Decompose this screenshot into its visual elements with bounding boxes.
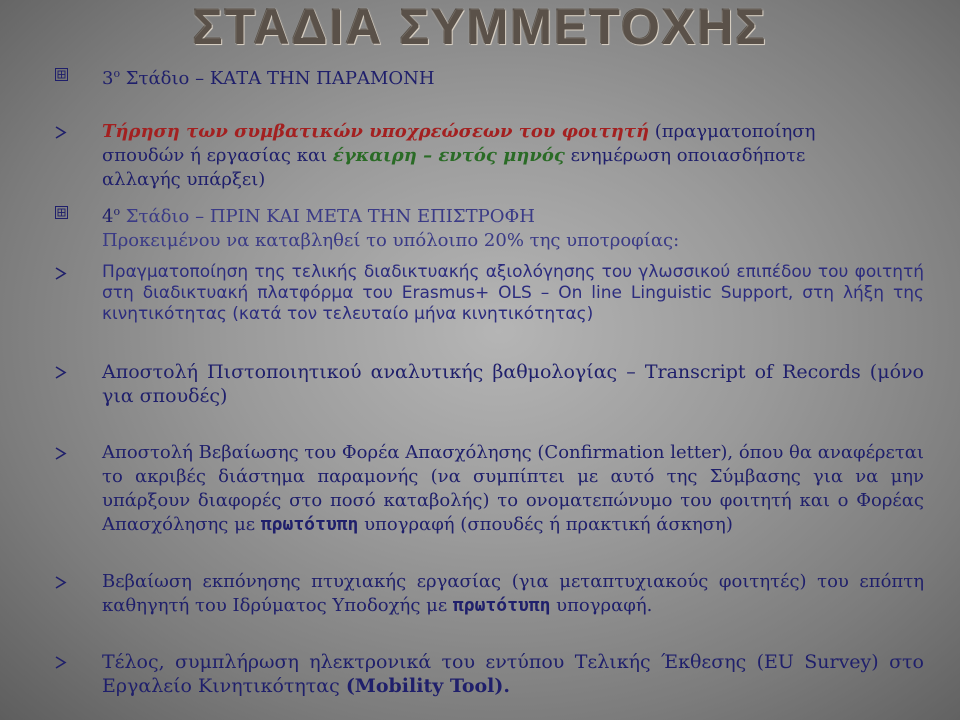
stage-3-number: 3 bbox=[102, 68, 114, 89]
thesis-text-b: υπογραφή. bbox=[550, 595, 653, 616]
confirmation-text bbox=[102, 441, 924, 537]
stage-4-heading bbox=[102, 200, 924, 253]
survey-text-a: Τέλος, συμπλήρωση ηλεκτρονικά του εντύπου Τελικής Έκθεσης (EU Survey) στο Εργαλείο Κινητικότητας bbox=[102, 651, 924, 697]
confirmation-text-b: υπογραφή (σπουδές ή πρακτική άσκηση) bbox=[358, 514, 733, 535]
arrow-bullet-icon bbox=[55, 126, 69, 140]
obligation-text bbox=[102, 120, 860, 192]
obligation-emphasis: Τήρηση των συμβατικών υποχρεώσεων του φοιτητή bbox=[102, 121, 650, 142]
arrow-bullet-icon bbox=[55, 576, 69, 590]
square-bullet-icon bbox=[55, 206, 69, 220]
arrow-bullet-icon bbox=[55, 267, 69, 281]
survey-mobility-tool: (Mobility Tool). bbox=[345, 675, 511, 697]
stage-3-superscript: ο bbox=[113, 67, 121, 80]
survey-text bbox=[102, 650, 924, 698]
transcript-text: Αποστολή Πιστοποιητικού αναλυτικής βαθμολογίας – Transcript of Records (μόνο για σπουδές) bbox=[102, 361, 924, 407]
obligation-timely: έγκαιρη – εντός μηνός bbox=[332, 145, 565, 166]
stage-4-superscript: ο bbox=[113, 205, 121, 218]
confirmation-text-a: Αποστολή Βεβαίωσης του Φορέα Απασχόλησης (Confirmation letter), όπου θα αναφέρεται το ακριβές διάστημα παραμονής (να συμπίπτει με αυτό της Σύμβασης για να μην υπάρξουν διαφορές στο ποσό καταβολής) το ονοματεπώνυμο του φοιτητή και ο Φορέας Απασχόλησης με bbox=[102, 442, 924, 535]
slide-title: ΣΤΑΔΙΑ ΣΥΜΜΕΤΟΧΗΣ bbox=[192, 0, 768, 55]
arrow-bullet-icon bbox=[55, 366, 69, 380]
thesis-original: πρωτότυπη bbox=[452, 595, 551, 616]
square-bullet-icon bbox=[55, 68, 69, 82]
obligation-rest-1: (πραγματοποίηση σπουδών ή εργασίας και bbox=[102, 121, 816, 166]
obligation-rest-2: ενημέρωση οποιασδήποτε αλλαγής υπάρξει) bbox=[102, 145, 806, 190]
stage-3-heading bbox=[102, 62, 924, 91]
stage-4-number: 4 bbox=[102, 206, 114, 227]
thesis-text bbox=[102, 570, 924, 618]
ols-text: Πραγματοποίηση της τελικής διαδικτυακής αξιολόγησης του γλωσσικού επιπέδου του φοιτητή στη διαδικτυακή πλατφόρμα του Erasmus+ OLS – On line Linguistic Support, στη λήξη της κινητικότητας (κατά τον τελευταίο μήνα κινητικότητας) bbox=[102, 262, 924, 324]
arrow-bullet-icon bbox=[55, 656, 69, 670]
arrow-bullet-icon bbox=[55, 447, 69, 461]
stage-4-label: Στάδιο – ΠΡΙΝ ΚΑΙ ΜΕΤΑ ΤΗΝ ΕΠΙΣΤΡΟΦΗ bbox=[120, 206, 535, 227]
stage-4-subtitle: Προκειμένου να καταβληθεί το υπόλοιπο 20% της υποτροφίας: bbox=[102, 230, 680, 251]
stage-3-label: Στάδιο – ΚΑΤΑ ΤΗΝ ΠΑΡΑΜΟΝΗ bbox=[120, 68, 435, 89]
thesis-text-a: Βεβαίωση εκπόνησης πτυχιακής εργασίας (για μεταπτυχιακούς φοιτητές) του επόπτη καθηγητή του Ιδρύματος Υποδοχής με bbox=[102, 571, 924, 616]
confirmation-original: πρωτότυπη bbox=[260, 514, 359, 535]
